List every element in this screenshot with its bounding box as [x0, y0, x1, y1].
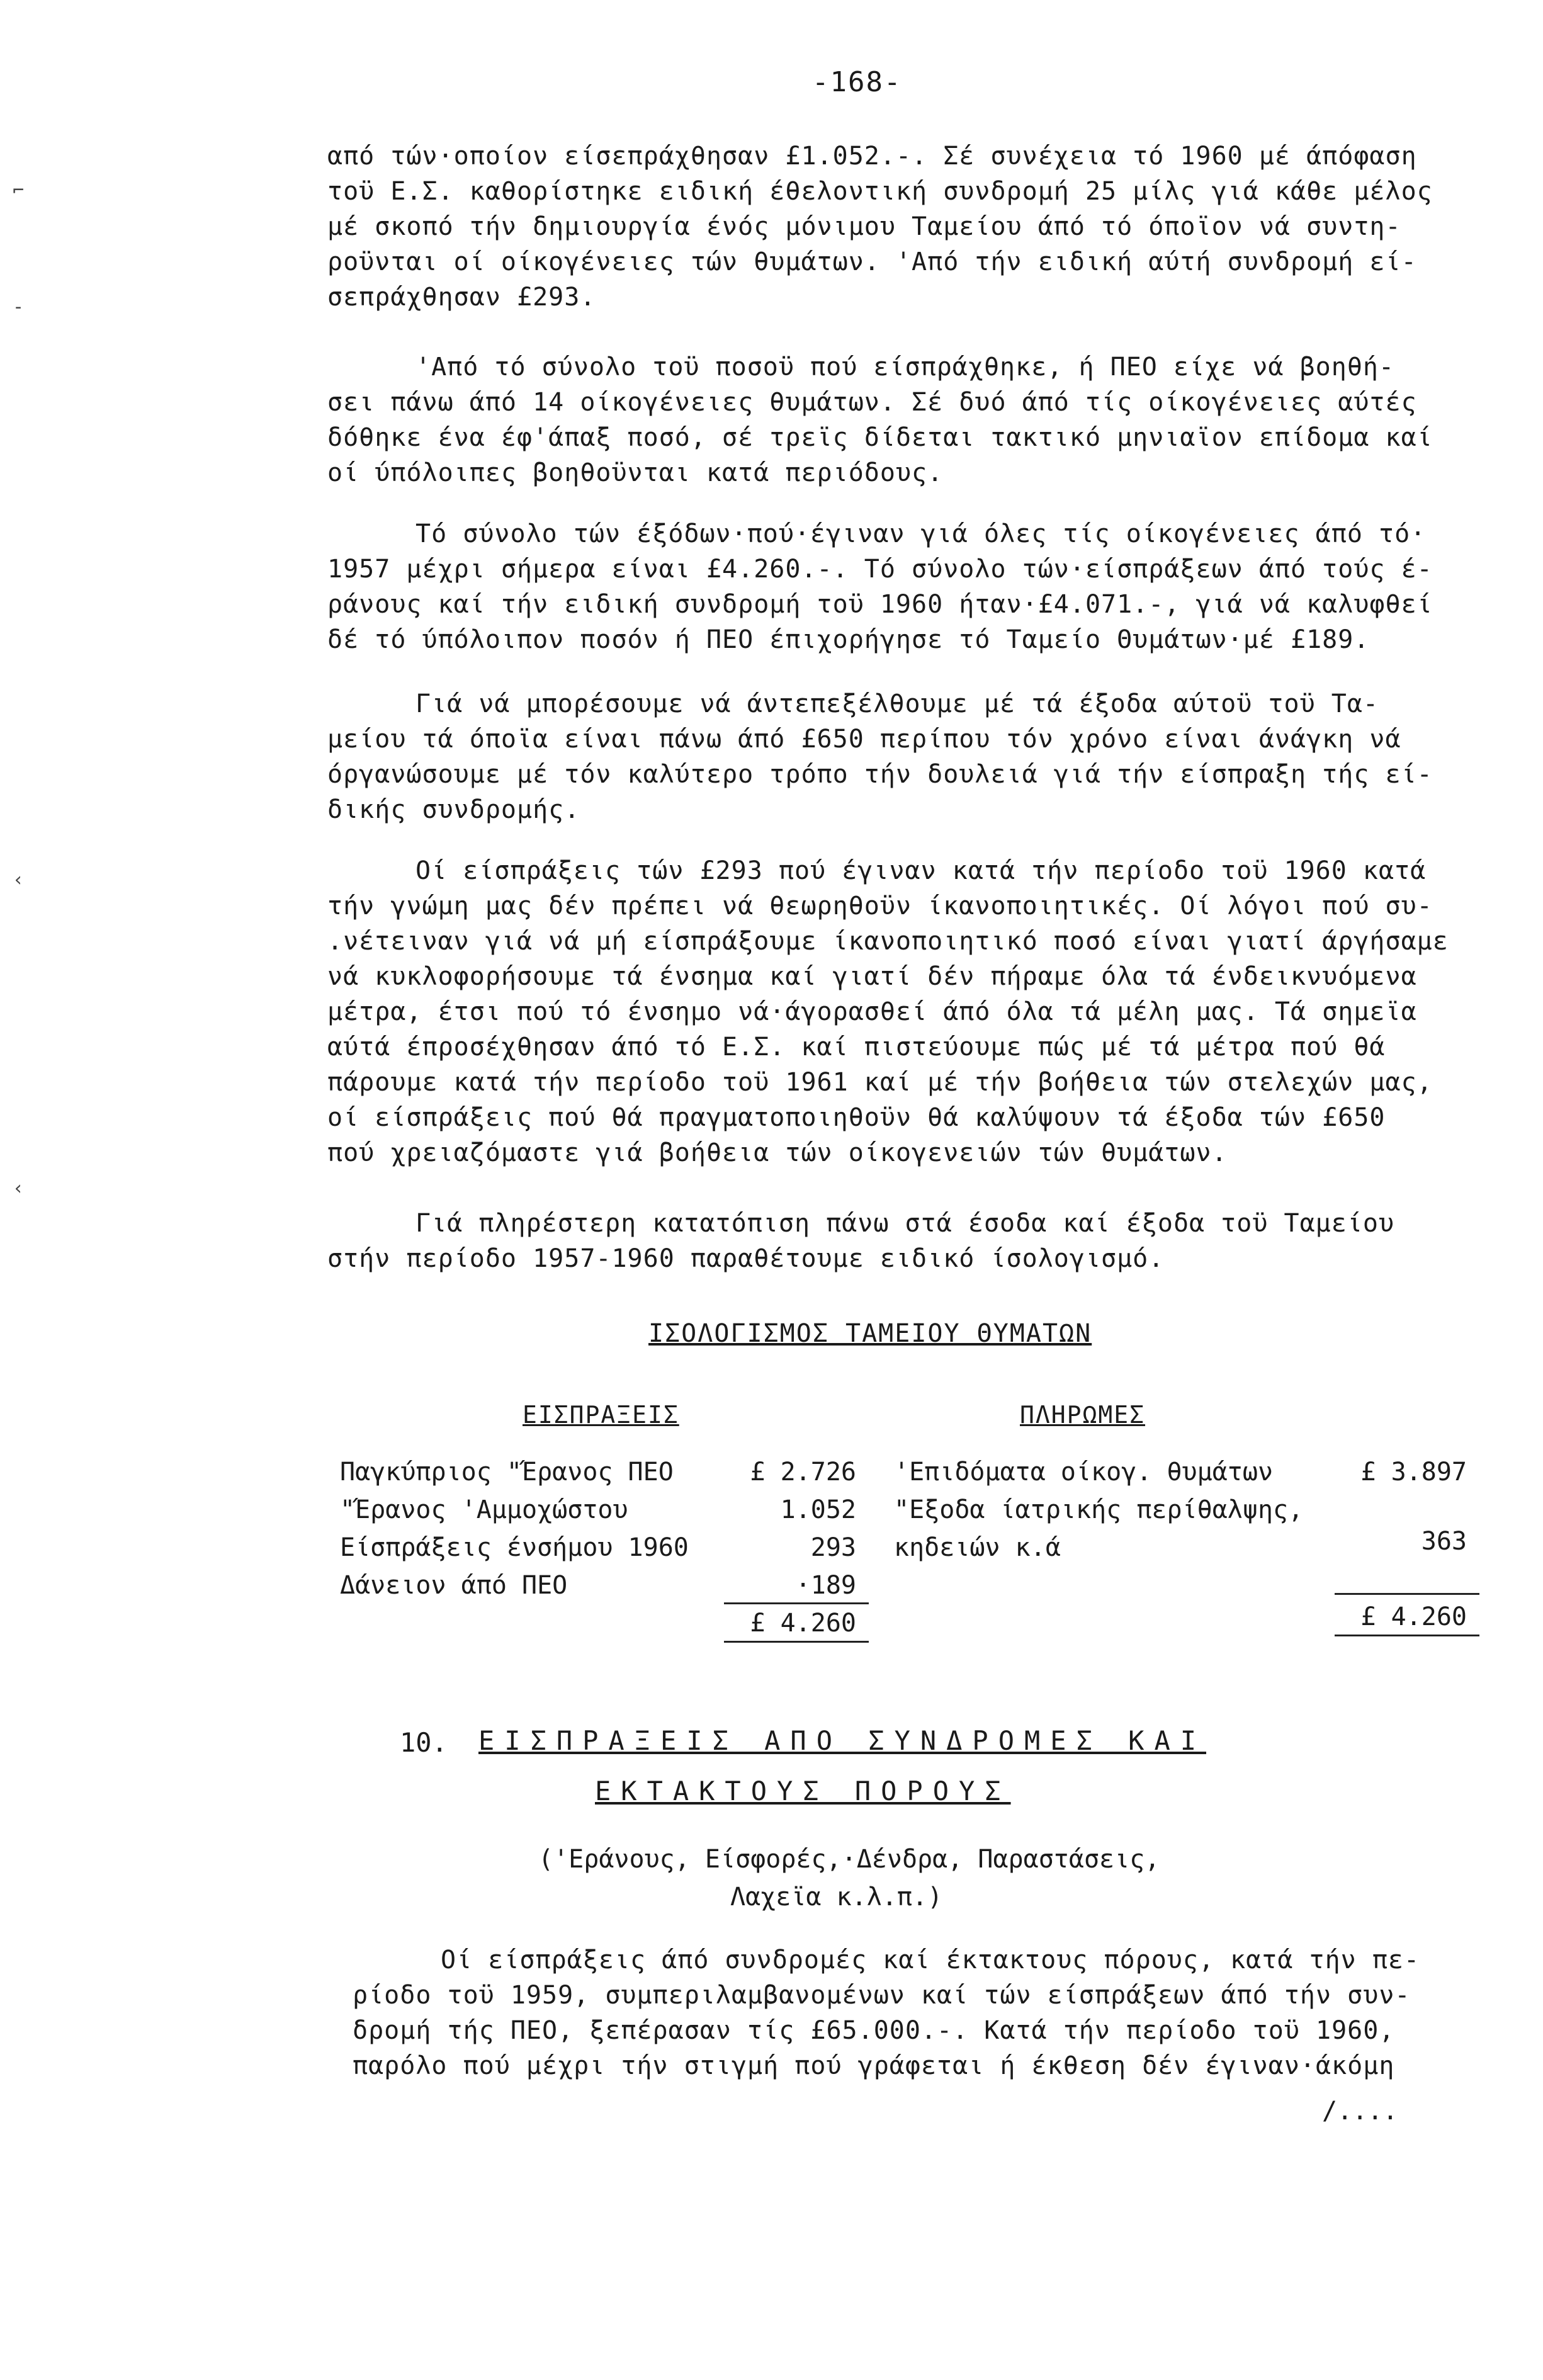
- payment-label: "Εξοδα ίατρικής περίθαλψης,: [894, 1495, 1304, 1524]
- text-line: οί είσπράξεις πού θά πραγματοποιηθοϋν θά καλύψουν τά έξοδα τών £650: [327, 1103, 1386, 1132]
- text-line: πού χρειαζόμαστε γιά βοήθεια τών οίκογενειών τών θυμάτων.: [327, 1138, 1228, 1167]
- payments-header: ΠΛΗΡΩΜΕΣ: [1020, 1401, 1146, 1429]
- subtotal-rule: [724, 1602, 869, 1604]
- section-subtitle-line1: ('Εράνους, Είσφορές,·Δένδρα, Παραστάσεις,: [538, 1845, 1160, 1874]
- section-heading-line1: ΕΙΣΠΡΑΞΕΙΣ ΑΠΟ ΣΥΝΔΡΟΜΕΣ ΚΑΙ: [478, 1725, 1207, 1756]
- text-line: παρόλο πού μέχρι τήν στιγμή πού γράφεται ή έκθεση δέν έγιναν·άκόμη: [353, 2051, 1395, 2080]
- payments-total: £ 4.260: [1360, 1602, 1467, 1631]
- text-line: όργανώσουμε μέ τόν καλύτερο τρόπο τήν δουλειά γιά τήν είσπραξη τής εί-: [327, 760, 1433, 789]
- text-line: οί ύπόλοιπες βοηθοϋνται κατά περιόδους.: [327, 458, 944, 487]
- text-line: νά κυκλοφορήσουμε τά ένσημα καί γιατί δέν πήραμε όλα τά ένδεικνυόμενα: [327, 962, 1417, 991]
- total-rule: [724, 1641, 869, 1643]
- payment-label: κηδειών κ.ά: [894, 1533, 1061, 1562]
- margin-mark: -: [13, 296, 25, 318]
- text-line: δόθηκε ένα έφ'άπαξ ποσό, σέ τρεϊς δίδεται τακτικό μηνιαϊον επίδομα καί: [327, 423, 1433, 452]
- total-rule: [1335, 1635, 1479, 1636]
- text-line: σεπράχθησαν £293.: [327, 283, 596, 312]
- section-number: 10.: [400, 1727, 448, 1758]
- text-line: .νέτειναν γιά νά μή είσπράξουμε ίκανοποιητικό ποσό είναι γιατί άργήσαμε: [327, 927, 1449, 956]
- receipt-amount: £ 2.726: [750, 1458, 856, 1487]
- paragraph-6: [327, 1206, 1492, 1276]
- text-line: τήν γνώμη μας δέν πρέπει νά θεωρηθοϋν ίκανοποιητικές. Οί λόγοι πού συ-: [327, 892, 1433, 921]
- payment-amount: £ 3.897: [1360, 1458, 1467, 1487]
- text-line: Οί είσπράξεις άπό συνδρομές καί έκτακτους πόρους, κατά τήν πε-: [441, 1946, 1420, 1975]
- text-line: από τών·οποίον είσεπράχθησαν £1.052.-. Σέ συνέχεια τό 1960 μέ άπόφαση: [327, 142, 1417, 171]
- text-line: μέ σκοπό τήν δημιουργία ένός μόνιμου Ταμείου άπό τό όποϊον νά συντη-: [327, 212, 1401, 241]
- text-line: στήν περίοδο 1957-1960 παραθέτουμε ειδικό ίσολογισμό.: [327, 1244, 1165, 1273]
- text-line: Γιά νά μπορέσουμε νά άντεπεξέλθουμε μέ τά έξοδα αύτοϋ τοϋ Τα-: [415, 689, 1379, 718]
- receipts-header: ΕΙΣΠΡΑΞΕΙΣ: [523, 1401, 679, 1429]
- text-line: 1957 μέχρι σήμερα είναι £4.260.-. Τό σύνολο τών·είσπράξεων άπό τούς έ-: [327, 555, 1433, 584]
- page-number: -168-: [812, 66, 902, 98]
- paragraph-2: [327, 349, 1492, 490]
- text-line: ράνους καί τήν ειδική συνδρομή τοϋ 1960 ήταν·£4.071.-, γιά νά καλυφθεί: [327, 590, 1433, 619]
- balance-sheet-title: ΙΣΟΛΟΓΙΣΜΟΣ ΤΑΜΕΙΟΥ ΘΥΜΑΤΩΝ: [648, 1319, 1092, 1348]
- margin-mark: ⌐: [13, 179, 25, 201]
- receipt-amount: ·189: [795, 1571, 856, 1600]
- paragraph-5: [327, 853, 1492, 1170]
- paragraph-1: [327, 139, 1492, 315]
- text-line: Οί είσπράξεις τών £293 πού έγιναν κατά τήν περίοδο τοϋ 1960 κατά: [415, 856, 1427, 885]
- margin-mark: ‹: [13, 1177, 25, 1199]
- paragraph-4: [327, 686, 1492, 827]
- receipts-total: £ 4.260: [750, 1609, 856, 1638]
- section10-body: [353, 1942, 1498, 2083]
- text-line: σει πάνω άπό 14 οίκογένειες θυμάτων. Σέ δυό άπό τίς οίκογένειες αύτές: [327, 388, 1417, 417]
- section-subtitle-line2: Λαχεϊα κ.λ.π.): [730, 1883, 943, 1912]
- margin-mark: ‹: [13, 869, 25, 891]
- receipt-label: Δάνειον άπό ΠΕΟ: [340, 1571, 568, 1600]
- text-line: δικής συνδρομής.: [327, 795, 580, 824]
- receipt-label: "Έρανος 'Αμμοχώστου: [340, 1495, 628, 1524]
- text-line: αύτά έπροσέχθησαν άπό τό Ε.Σ. καί πιστεύουμε πώς μέ τά μέτρα πού θά: [327, 1033, 1386, 1062]
- section-heading-line2: ΕΚΤΑΚΤΟΥΣ ΠΟΡΟΥΣ: [595, 1776, 1011, 1806]
- receipt-amount: 1.052: [780, 1495, 856, 1524]
- receipt-label: Παγκύπριος "Έρανος ΠΕΟ: [340, 1458, 674, 1487]
- receipt-amount: 293: [810, 1533, 856, 1562]
- text-line: δέ τό ύπόλοιπον ποσόν ή ΠΕΟ έπιχορήγησε τό Ταμείο Θυμάτων·μέ £189.: [327, 625, 1370, 654]
- payment-label: 'Επιδόματα οίκογ. θυμάτων: [894, 1458, 1274, 1487]
- text-line: μέτρα, έτσι πού τό ένσημο νά·άγορασθεί άπό όλα τά μέλη μας. Τά σημεϊα: [327, 997, 1417, 1026]
- text-line: δρομή τής ΠΕΟ, ξεπέρασαν τίς £65.000.-. Κατά τήν περίοδο τοϋ 1960,: [353, 2016, 1395, 2045]
- text-line: 'Από τό σύνολο τοϋ ποσοϋ πού είσπράχθηκε, ή ΠΕΟ είχε νά βοηθή-: [415, 353, 1395, 382]
- text-line: Γιά πληρέστερη κατατόπιση πάνω στά έσοδα καί έξοδα τοϋ Ταμείου: [415, 1209, 1395, 1238]
- receipt-label: Είσπράξεις ένσήμου 1960: [340, 1533, 689, 1562]
- text-line: μείου τά όποϊα είναι πάνω άπό £650 περίπου τόν χρόνο είναι άνάγκη νά: [327, 725, 1401, 754]
- text-line: ροϋνται οί οίκογένειες τών θυμάτων. 'Από τήν ειδική αύτή συνδρομή εί-: [327, 247, 1417, 276]
- subtotal-rule: [1335, 1593, 1479, 1595]
- text-line: πάρουμε κατά τήν περίοδο τοϋ 1961 καί μέ τήν βοήθεια τών στελεχών μας,: [327, 1068, 1433, 1097]
- paragraph-3: [327, 516, 1492, 657]
- text-line: Τό σύνολο τών έξόδων·πού·έγιναν γιά όλες τίς οίκογένειες άπό τό·: [415, 519, 1427, 548]
- payment-amount: 363: [1421, 1527, 1467, 1556]
- text-line: τοϋ Ε.Σ. καθορίστηκε ειδική έθελοντική συνδρομή 25 μίλς γιά κάθε μέλος: [327, 177, 1433, 206]
- text-line: ρίοδο τοϋ 1959, συμπεριλαμβανομένων καί τών είσπράξεων άπό τήν συν-: [353, 1981, 1411, 2010]
- continuation-mark: /....: [1322, 2097, 1398, 2126]
